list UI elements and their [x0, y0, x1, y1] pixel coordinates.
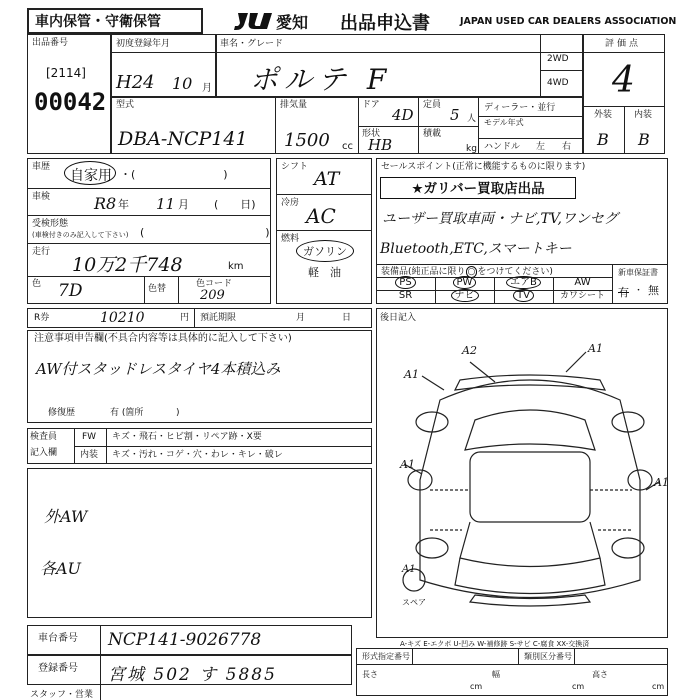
fuel-label: 燃料 — [281, 234, 300, 244]
registration-month-unit: 月 — [202, 83, 212, 94]
fuel-diesel: 軽 油 — [308, 266, 341, 279]
mileage-label: 走行 — [32, 247, 51, 257]
inspector-fw: FW — [82, 432, 97, 442]
shift-label: シフト — [281, 162, 309, 172]
spare-label: スペア — [402, 598, 426, 607]
sales-point-banner: ★ガリバー買取店出品 — [380, 177, 576, 199]
repair-value: 有 (箇所 — [110, 408, 144, 418]
inspector-int-items: キズ・汚れ・コゲ・穴・わレ・キレ・破レ — [112, 450, 283, 460]
free-notes-area — [27, 468, 372, 618]
inspector-label2: 記入欄 — [30, 448, 58, 458]
equip-pw: PW — [435, 276, 494, 290]
exterior-score: B — [597, 130, 609, 149]
model-name-value: ポルテ F — [250, 63, 393, 96]
plate-value: 宮城 502 す 5885 — [108, 665, 277, 685]
plate-label: 登録番号 — [38, 663, 78, 674]
receipt-label: 受検形態 — [32, 219, 69, 229]
color-label: 色 — [32, 279, 42, 289]
interior-score: B — [638, 130, 650, 149]
shape-label: 形状 — [362, 129, 381, 139]
handle-label: ハンドル — [484, 142, 521, 152]
org-name: JAPAN USED CAR DEALERS ASSOCIATION — [460, 16, 677, 27]
lot-code: [2114] — [46, 66, 86, 80]
free-note-2: 各AU — [40, 559, 82, 578]
displacement-value: 1500 — [284, 130, 330, 151]
capacity-value: 5 — [450, 106, 460, 124]
spec-height: 高さ — [592, 670, 608, 679]
fuel-gasoline: ガソリン — [296, 240, 354, 262]
spec-height-cm: cm — [652, 682, 665, 691]
interior-label: 内装 — [634, 110, 653, 120]
warranty-sep: ・ — [634, 286, 644, 296]
recycle-day: 日 — [342, 313, 352, 323]
inspection-label: 車検 — [32, 192, 51, 202]
spec-length: 長さ — [362, 670, 378, 679]
equipment-grid — [376, 277, 612, 304]
inspector-label1: 検査員 — [30, 432, 58, 442]
recycle-label: R券 — [34, 313, 50, 323]
history-rest: ・( ) — [120, 168, 228, 181]
history-label: 車歴 — [32, 162, 51, 172]
mileage-value: 10万2千748 — [72, 254, 183, 276]
dealer-label: ディーラー・並行 — [484, 103, 556, 113]
inspection-value: R8 — [94, 194, 117, 213]
inspector-int: 内装 — [80, 450, 99, 460]
registration-year: H24 — [116, 72, 155, 93]
aircon-value: AC — [306, 204, 336, 228]
warranty-no: 無 — [648, 284, 659, 297]
shape-value: HB — [368, 136, 393, 154]
sales-point-label: セールスポイント(正常に機能するものに限ります) — [381, 162, 586, 172]
registration-label: 初度登録年月 — [116, 39, 171, 49]
car-diagram — [400, 340, 669, 630]
free-note-1: 外AW — [44, 507, 88, 526]
damage-mark-a1-front: A1 — [404, 368, 419, 381]
color-code-label: 色コード — [196, 279, 233, 289]
damage-legend: A-キズ E-エクボ U-凹み W-補修跡 S-サビ C-腐食 XX-交換済 — [400, 640, 590, 648]
logo-prefecture: 愛知 — [276, 13, 309, 32]
inspection-month-unit: 月 — [178, 198, 189, 211]
ju-logo — [232, 10, 274, 32]
doors-label: ドア — [362, 100, 380, 110]
damage-mark-a2: A2 — [462, 344, 477, 357]
footer-cut: スタッフ・営業 — [30, 690, 94, 700]
repair-label: 修復歴 — [48, 408, 76, 418]
inspection-year-unit: 年 — [118, 198, 129, 211]
recycle-unit: 円 — [180, 313, 190, 323]
displacement-unit: cc — [342, 141, 353, 152]
exterior-label: 外装 — [594, 110, 613, 120]
inspection-month: 11 — [156, 195, 176, 213]
chassis-value: NCP141-9026778 — [108, 630, 262, 650]
inspector-fw-items: キズ・飛石・ヒビ割・リペア跡・X要 — [112, 432, 262, 442]
equipment-label: 装備品(純正品に限り ○ をつけてください) — [381, 267, 553, 277]
notes-label: 注意事項申告欄(不具合内容等は具体的に記入して下さい) — [34, 333, 292, 344]
spec-width: 幅 — [492, 670, 500, 679]
model-code-value: DBA-NCP141 — [118, 128, 248, 150]
lot-label: 出品番号 — [32, 38, 69, 48]
damage-mark-a1-side: A1 — [400, 458, 415, 471]
equip-seat: カワシート — [559, 291, 605, 301]
history-circle — [64, 161, 116, 185]
load-label: 積載 — [423, 129, 442, 139]
notes-value: AW付スタッドレスタイヤ4本積込み — [36, 360, 281, 378]
handle-right: 右 — [562, 142, 572, 152]
spec-label2: 類別区分番号 — [524, 652, 572, 661]
damage-mark-a1-top: A1 — [588, 342, 603, 355]
color-pos-label: 色替 — [148, 284, 167, 294]
equip-ps: PS — [376, 276, 435, 290]
handle-left: 左 — [536, 142, 546, 152]
lot-number: 00042 — [34, 88, 107, 116]
after-fill-label: 後日記入 — [380, 313, 417, 323]
sales-point-line1: ユーザー買取車両・ナビ,TV,ワンセグ — [382, 211, 618, 227]
spec-label1: 形式指定番号 — [362, 652, 410, 661]
equip-tv: TV — [494, 289, 553, 303]
drive-2wd: 2WD — [547, 54, 569, 64]
inspection-day: ( 日) — [214, 198, 256, 211]
model-name-label: 車名・グレード — [220, 39, 284, 49]
warranty-label: 新車保証書 — [618, 268, 658, 277]
storage-stamp-text: 車内保管・守衛保管 — [35, 14, 161, 30]
mileage-unit: km — [228, 261, 244, 272]
shift-value: AT — [314, 168, 340, 190]
aircon-label: 冷房 — [281, 198, 300, 208]
receipt-paren: ( ) — [140, 226, 270, 239]
recycle-deadline: 預託期限 — [200, 313, 237, 323]
chassis-label: 車台番号 — [38, 633, 78, 644]
color-value: 7D — [58, 281, 83, 301]
model-code-label: 型式 — [116, 100, 135, 110]
capacity-label: 定員 — [423, 100, 442, 110]
score-label: 評価点 — [605, 39, 642, 49]
score-value: 4 — [612, 60, 635, 101]
load-unit: kg — [466, 144, 477, 154]
warranty-yes: 有 — [618, 286, 629, 299]
displacement-label: 排気量 — [280, 100, 308, 110]
recycle-value: 10210 — [100, 310, 145, 326]
drive-4wd: 4WD — [547, 78, 569, 88]
damage-mark-a1-spare: A1 — [402, 564, 416, 575]
capacity-unit: 人 — [467, 114, 477, 124]
damage-mark-a1-right: A1 — [654, 476, 669, 489]
receipt-note: (車検付きのみ記入して下さい) — [32, 231, 129, 239]
equip-sr: SR — [398, 290, 413, 301]
sales-point-line2: Bluetooth,ETC,スマートキー — [380, 241, 572, 257]
model-year-label: モデル年式 — [484, 118, 524, 127]
equip-navi: ナビ — [435, 289, 494, 303]
doors-value: 4D — [392, 106, 414, 124]
form-title: 出品申込書 — [340, 13, 430, 34]
history-value: 自家用 — [70, 168, 112, 184]
recycle-month: 月 — [296, 313, 306, 323]
spec-width-cm: cm — [572, 682, 585, 691]
equip-aw: AW — [574, 277, 591, 288]
equip-airbag: エアB — [494, 276, 553, 290]
spec-length-cm: cm — [470, 682, 483, 691]
color-code-value: 209 — [200, 288, 225, 303]
registration-month: 10 — [172, 74, 193, 93]
